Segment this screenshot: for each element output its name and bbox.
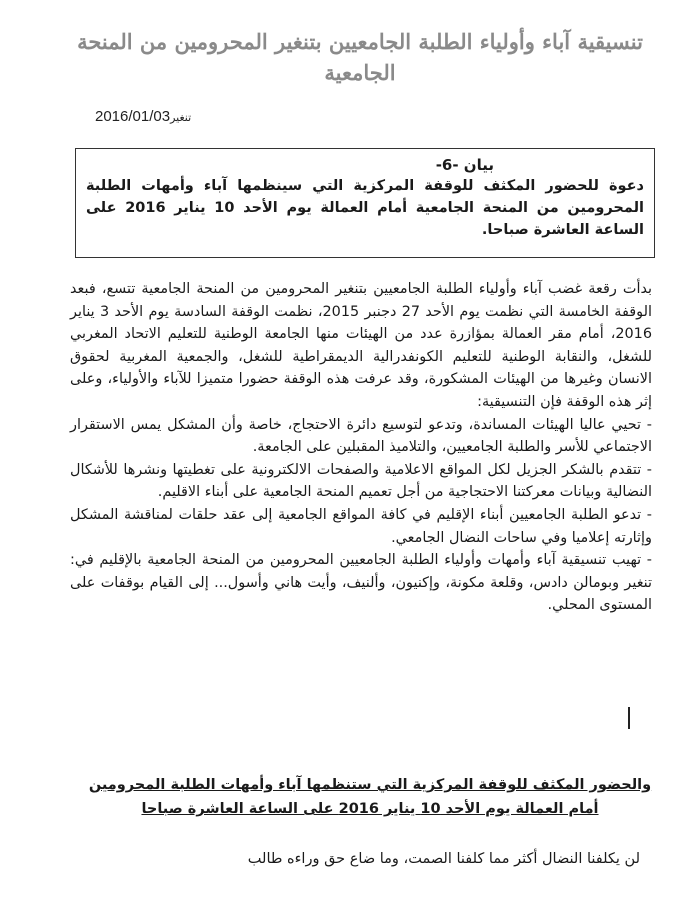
text-cursor	[628, 707, 630, 729]
body-paragraph: - تحيي عاليا الهيئات المساندة، وتدعو لتوسيع دائرة الاحتجاج، خاصة وأن المشكل يمس الاستقرار الاجتماعي للأسر والطلبة الجامعيين، والتلاميذ المقبلين على الجامعة.	[70, 416, 652, 456]
statement-box	[75, 148, 655, 258]
statement-number: بيان -6-	[435, 156, 494, 174]
closing-slogan: لن يكلفنا النضال أكثر مما كلفنا الصمت، وما ضاع حق وراءه طالب	[247, 851, 640, 867]
body-paragraph: - تدعو الطلبة الجامعيين أبناء الإقليم في كافة المواقع الجامعية إلى عقد حلقات لمناقشة المشكل وإثارته إعلاميا وفي ساحات النضال الجامعي.	[70, 506, 652, 546]
document-date: 2016/01/03	[95, 108, 171, 125]
final-call: والحضور المكثف للوقفة المركزية التي ستنظمها آباء وأمهات الطلبة المحرومين أمام العمالة يوم الأحد 10 يناير 2016 على الساعة العاشرة صباحا	[88, 777, 652, 817]
body-paragraph: بدأت رقعة غضب آباء وأولياء الطلبة الجامعيين بتنغير المحرومين من المنحة الجامعية تتسع، فبعد الوقفة الخامسة التي نظمت يوم الأحد 27 دجنبر 2015، نظمت الوقفة السادسة يوم الأحد 3 يناير 2016، أمام مقر العمالة بمؤازرة عدد من الهيئات منها الجامعة الوطنية للتعليم الاتحاد المغربي للشغل، والنقابة الوطنية للتعليم الكونفدرالية الديمقراطية للشغل، والجمعية المغربية لحقوق الانسان وغيرها من الهيئات المشكورة، وقد عرفت هذه الوقفة حضورا متميزا للآباء والأولياء، وعلى إثر هذه الوقفة فإن التنسيقية:	[70, 281, 652, 410]
document-body	[70, 278, 652, 617]
body-paragraph: - تهيب تنسيقية آباء وأمهات وأولياء الطلبة الجامعيين المحرومين من المنحة الجامعية بالإقليم في: تنغير وبومالن دادس، وقلعة مكونة، وإكنيون، وألنيف، وأيت هاني وأسول... إلى القيام بوقفات على المستوى المحلي.	[70, 552, 652, 614]
dateline	[95, 108, 191, 125]
statement-headline: دعوة للحضور المكثف للوقفة المركزية التي سينظمها آباء وأمهات الطلبة المحرومين من المنحة الجامعية أمام العمالة يوم الأحد 10 يناير 2016 على الساعة العاشرة صباحا.	[86, 178, 644, 238]
document-place: تنغير	[170, 112, 192, 124]
document-title: تنسيقية آباء وأولياء الطلبة الجامعيين بتنغير المحرومين من المنحة الجامعية	[77, 29, 643, 85]
body-paragraph: - تتقدم بالشكر الجزيل لكل المواقع الاعلامية والصفحات الالكترونية على تغطيتها ونشرها للأشكال النضالية وبيانات معركتنا الاحتجاجية من أجل تعميم المنحة الجامعية على أبناء الاقليم.	[70, 461, 652, 501]
